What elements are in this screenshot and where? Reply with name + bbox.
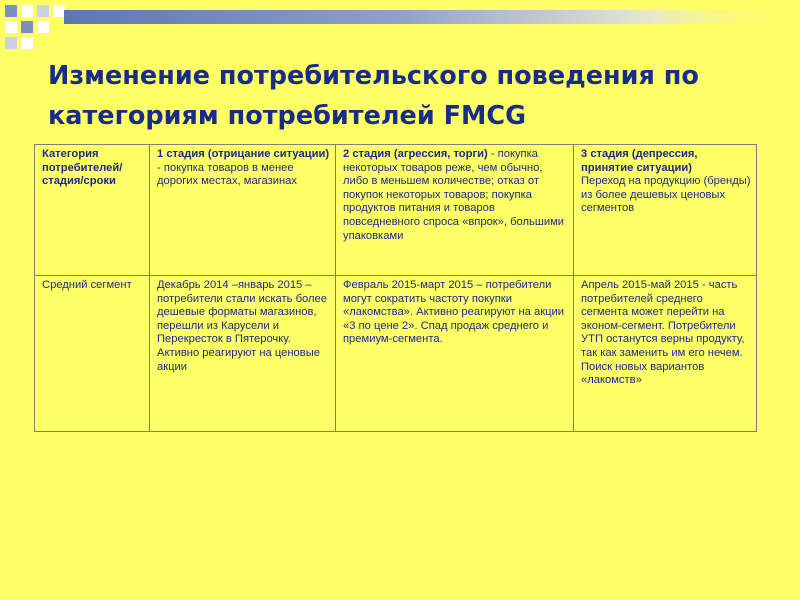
slide-title: Изменение потребительского поведения по категориям потребителей FMCG xyxy=(48,61,699,131)
stage1-segment-text: Декабрь 2014 –январь 2015 – потребители стали искать более дешевые форматы магазинов, перешли из Карусели и Перекресток в Пятерочку. Активно реагируют на ценовые акции xyxy=(157,279,327,373)
row-cell-segment xyxy=(35,276,150,432)
stage3-segment-text: Апрель 2015-май 2015 - часть потребителей среднего сегмента может перейти на эконом-сегмент. Потребители УТП останутся верны продукту, так как заменить им его нечем. Поиск новых вариантов «лакомств» xyxy=(581,279,745,387)
header-band xyxy=(64,10,800,24)
stage3-title: 3 стадия (депрессия, принятие ситуации) xyxy=(581,148,698,174)
header-row xyxy=(35,145,757,276)
consumer-stages-table xyxy=(34,144,757,432)
header-cell-stage1 xyxy=(150,145,336,276)
stage2-title: 2 стадия (агрессия, торги) xyxy=(343,148,488,160)
row-cell-stage1 xyxy=(150,276,336,432)
stage2-description: - покупка некоторых товаров реже, чем обычно, либо в меньшем количестве; отказ от покупок некоторых товаров; покупка продуктов питания и товаров повседневного спроса «впрок», большими упаковками xyxy=(343,148,565,242)
row-cell-stage3 xyxy=(574,276,757,432)
table-row xyxy=(35,276,757,432)
checker-squares xyxy=(5,5,65,49)
segment-label: Средний сегмент xyxy=(42,279,132,291)
header-category-label: Категория потребителей/ стадия/сроки xyxy=(42,148,123,188)
stage3-description: Переход на продукцию (бренды) из более дешевых ценовых сегментов xyxy=(581,175,751,215)
header-cell-category xyxy=(35,145,150,276)
stage1-title: 1 стадия (отрицание ситуации) xyxy=(157,148,330,160)
row-cell-stage2 xyxy=(336,276,574,432)
decorative-header-pattern xyxy=(0,0,800,60)
stage2-segment-text: Февраль 2015-март 2015 – потребители могут сократить частоту покупки «лакомства». Активно реагируют на акции «3 по цене 2». Спад продаж среднего и премиум-сегмента. xyxy=(343,279,565,346)
stage1-description: - покупка товаров в менее дорогих местах, магазинах xyxy=(157,161,297,188)
header-cell-stage3 xyxy=(574,145,757,276)
header-cell-stage2 xyxy=(336,145,574,276)
